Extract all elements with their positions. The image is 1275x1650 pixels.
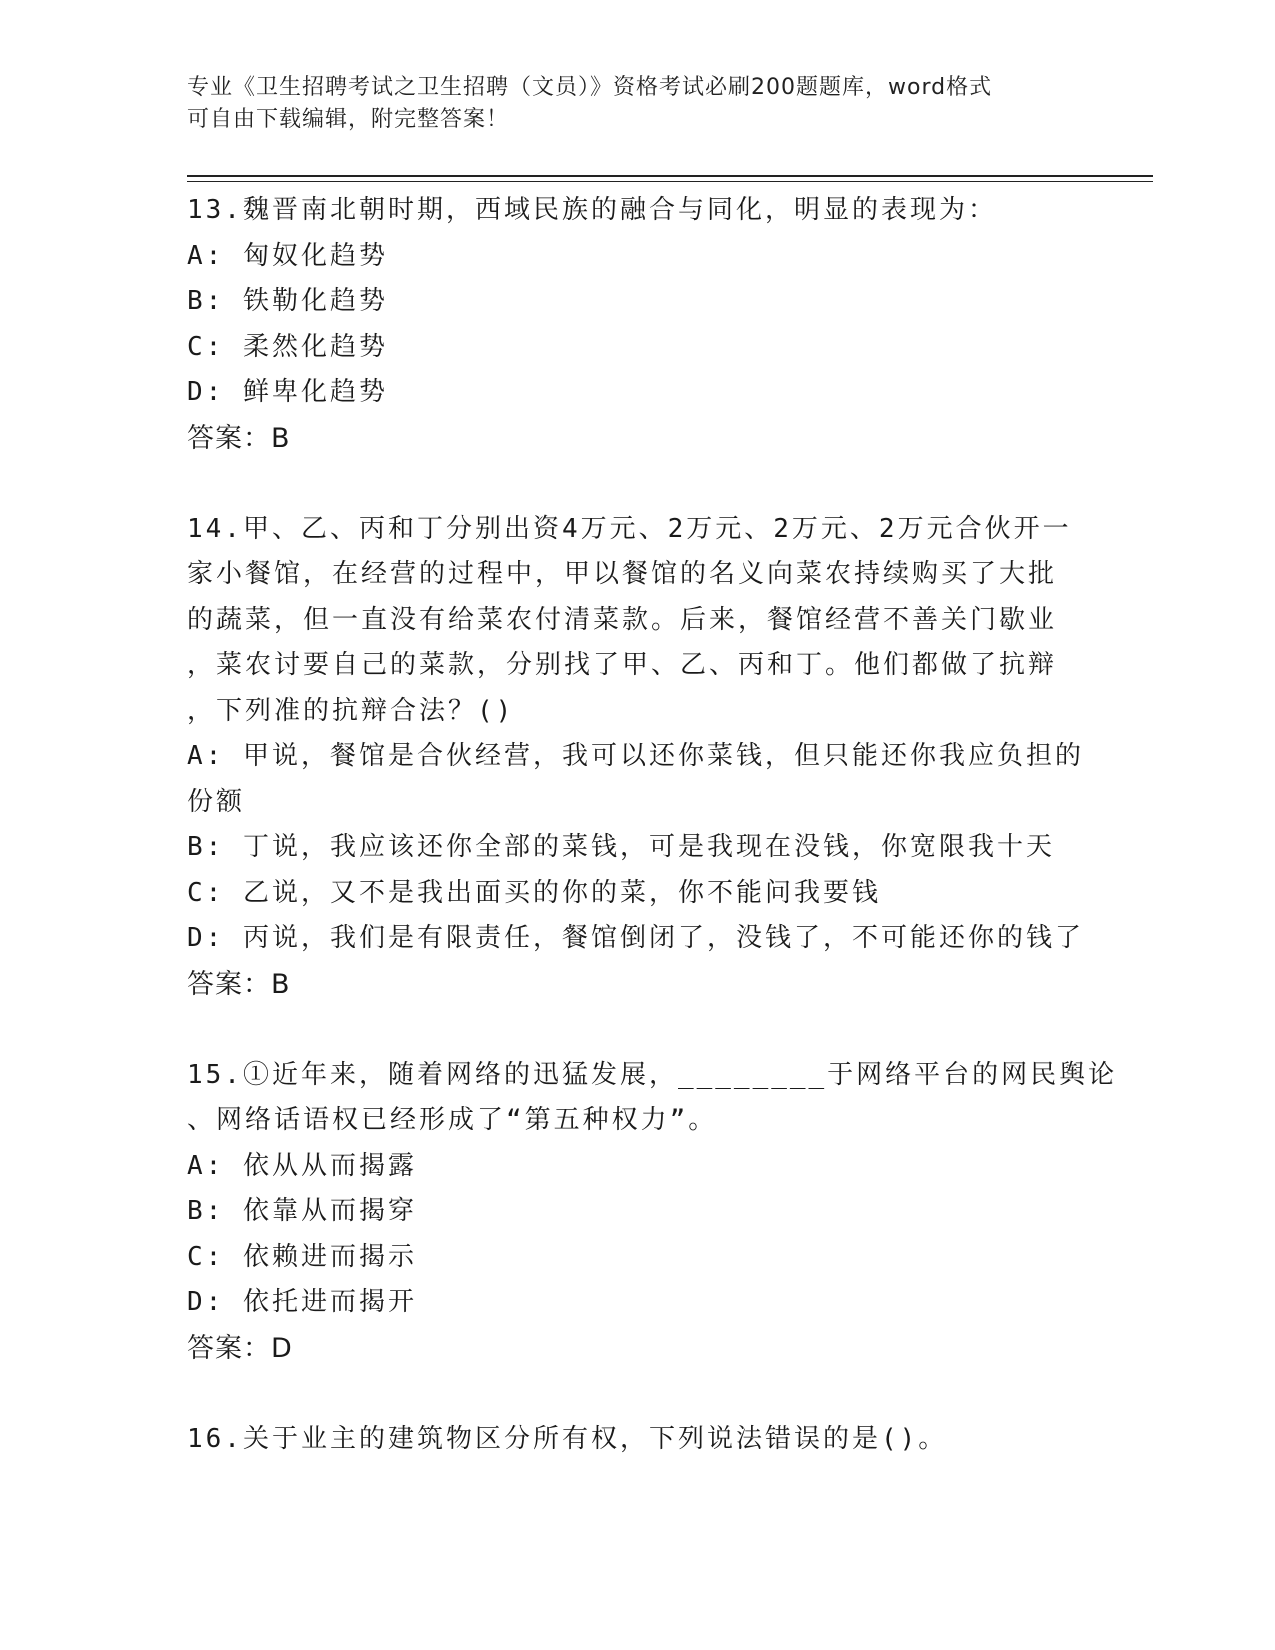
answer-line: 答案：B: [187, 422, 291, 454]
option-line: D: 丙说，我们是有限责任，餐馆倒闭了，没钱了，不可能还你的钱了: [187, 923, 1084, 953]
header-line-1: 专业《卫生招聘考试之卫生招聘（文员）》资格考试必刷200题题库，word格式: [187, 75, 993, 100]
option-line: C: 乙说，又不是我出面买的你的菜，你不能问我要钱: [187, 877, 881, 908]
header-rule-thin: [187, 181, 1153, 182]
question-stem-line: 16.关于业主的建筑物区分所有权，下列说法错误的是()。: [187, 1423, 948, 1454]
option-line: 份额: [187, 786, 246, 817]
answer-line: 答案：D: [187, 1332, 293, 1364]
option-line: B: 铁勒化趋势: [187, 286, 388, 316]
option-line: D: 依托进而揭开: [187, 1287, 417, 1317]
question-stem-line: 14.甲、乙、丙和丁分别出资4万元、2万元、2万元、2万元合伙开一: [187, 513, 1072, 544]
option-line: A: 匈奴化趋势: [187, 240, 388, 271]
question-block: [187, 188, 1087, 461]
question-list: [187, 188, 1118, 1462]
question-block: [187, 507, 1087, 1008]
option-line: C: 依赖进而揭示: [187, 1241, 417, 1272]
answer-line: 答案：B: [187, 968, 291, 1000]
question-stem-line: ，下列准的抗辩合法？(): [187, 695, 515, 726]
option-line: B: 依靠从而揭穿: [187, 1196, 417, 1226]
document-header: [187, 72, 1067, 136]
question-stem-line: ，菜农讨要自己的菜款，分别找了甲、乙、丙和丁。他们都做了抗辩: [187, 650, 1058, 680]
question-stem-line: 15.①近年来，随着网络的迅猛发展，________于网络平台的网民舆论: [187, 1059, 1118, 1090]
question-block: [187, 1417, 1087, 1463]
option-line: C: 柔然化趋势: [187, 331, 388, 362]
question-spacer: [187, 1007, 1087, 1053]
question-stem-line: 的蔬菜，但一直没有给菜农付清菜款。后来，餐馆经营不善关门歇业: [187, 604, 1058, 635]
question-spacer: [187, 461, 1087, 507]
header-line-2: 可自由下载编辑，附完整答案！: [187, 107, 510, 132]
option-line: D: 鲜卑化趋势: [187, 377, 388, 407]
question-block: [187, 1053, 1118, 1372]
option-line: A: 甲说，餐馆是合伙经营，我可以还你菜钱，但只能还你我应负担的: [187, 741, 1084, 771]
question-stem-line: 13.魏晋南北朝时期，西域民族的融合与同化，明显的表现为：: [187, 195, 997, 225]
option-line: A: 依从从而揭露: [187, 1150, 417, 1181]
question-spacer: [187, 1371, 1087, 1417]
header-rule-thick: [187, 175, 1153, 177]
question-stem-line: 家小餐馆，在经营的过程中，甲以餐馆的名义向菜农持续购买了大批: [187, 559, 1058, 589]
option-line: B: 丁说，我应该还你全部的菜钱，可是我现在没钱，你宽限我十天: [187, 832, 1055, 862]
question-stem-line: 、网络话语权已经形成了“第五种权力”。: [187, 1105, 718, 1135]
